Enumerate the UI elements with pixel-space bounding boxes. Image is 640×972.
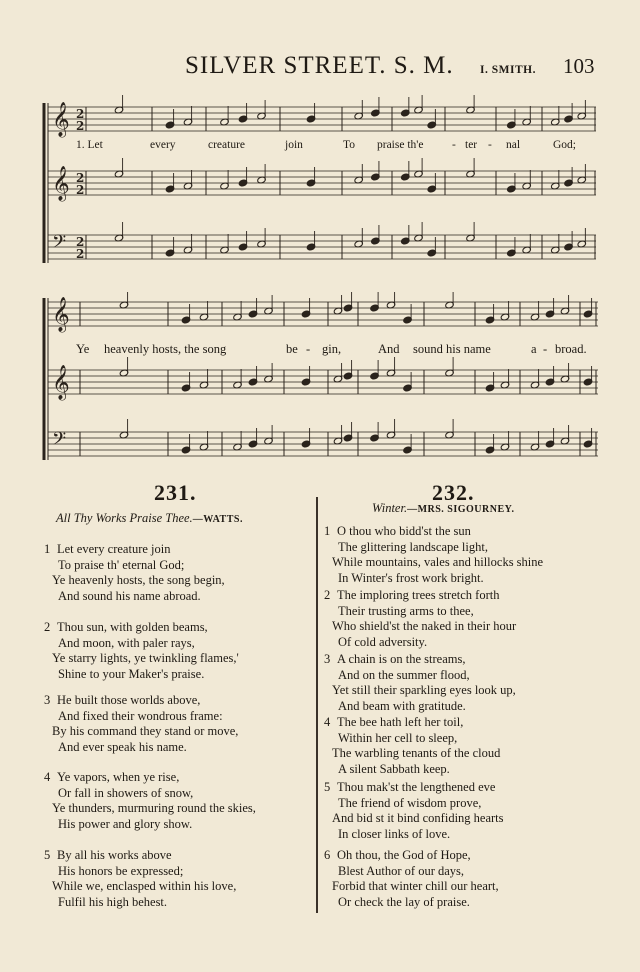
- time-signature: 2: [76, 247, 85, 261]
- tune-title: SILVER STREET. S. M.: [185, 52, 454, 79]
- stanza-line: The imploring trees stretch forth: [337, 588, 500, 602]
- stanza-line: Ye thunders, murmuring round the skies,: [52, 801, 256, 815]
- stanza-line: And fixed their wondrous frame:: [58, 708, 223, 723]
- treble-clef-icon: 𝄞: [52, 166, 70, 201]
- treble-clef-icon: 𝄞: [52, 365, 70, 400]
- score-staves-2: [40, 292, 602, 472]
- lyric-word: ter: [465, 139, 478, 151]
- stanza-line: The warbling tenants of the cloud: [332, 746, 501, 760]
- hymn-231-number: 231.: [154, 480, 197, 505]
- stanza-number: 4: [324, 715, 331, 729]
- bass-clef-icon: 𝄢: [52, 429, 67, 454]
- stanza-line: And bid st it bind confiding hearts: [332, 811, 504, 825]
- hymn-232-title: Winter.: [372, 501, 408, 515]
- lyric-word: 1. Let: [76, 139, 103, 151]
- hymn-232-stanza-4: [324, 715, 500, 777]
- stanza-number: 1: [44, 542, 51, 556]
- hymn-231-stanza-4: [44, 770, 256, 832]
- hymn-232-stanza-1: [324, 524, 543, 586]
- stanza-number: 1: [324, 524, 331, 538]
- page-number: 103: [563, 54, 595, 78]
- lyric-word: a: [531, 342, 537, 356]
- stanza-line: Fulfil his high behest.: [58, 894, 168, 909]
- hymn-231-heading: [56, 511, 243, 526]
- stanza-line: Who shield'st the naked in their hour: [332, 619, 517, 633]
- hymn-232-author: —MRS. SIGOURNEY.: [407, 504, 515, 515]
- stanza-line: While mountains, vales and hillocks shine: [332, 555, 544, 569]
- lyric-word: sound his name: [413, 342, 491, 356]
- stanza-line: In closer links of love.: [338, 826, 451, 841]
- lyric-word: gin,: [322, 342, 342, 356]
- hymn-231-stanza-5: [44, 848, 236, 910]
- hymn-232-heading: [372, 501, 514, 516]
- stanza-number: 5: [324, 780, 331, 794]
- lyric-word: creature: [208, 139, 246, 151]
- stanza-line: By his command they stand or move,: [52, 724, 239, 738]
- treble-clef-icon: 𝄞: [52, 297, 70, 332]
- stanza-line: And beam with gratitude.: [338, 698, 466, 713]
- stanza-line: Oh thou, the God of Hope,: [337, 848, 471, 862]
- lyric-word: God;: [553, 139, 576, 151]
- hymn-231-title: All Thy Works Praise Thee.: [56, 511, 193, 525]
- treble-clef-icon: 𝄞: [52, 102, 70, 137]
- stanza-line: And ever speak his name.: [58, 739, 187, 754]
- stanza-line: Ye starry lights, ye twinkling flames,': [52, 651, 239, 665]
- stanza-number: 4: [44, 770, 51, 784]
- stanza-line: Within her cell to sleep,: [338, 730, 458, 745]
- hymn-232-stanza-2: [324, 588, 516, 650]
- stanza-line: Blest Author of our days,: [338, 863, 465, 878]
- stanza-line: Ye vapors, when ye rise,: [57, 770, 180, 784]
- lyric-word: broad.: [555, 342, 587, 356]
- page-header: [0, 52, 640, 86]
- stanza-line: His honors be expressed;: [58, 863, 184, 878]
- music-system-1: [40, 95, 602, 275]
- lyric-word: heavenly hosts, the song: [104, 342, 227, 356]
- stanza-line: A silent Sabbath keep.: [338, 761, 450, 776]
- stanza-line: And on the summer flood,: [338, 667, 470, 682]
- stanza-line: Thou sun, with golden beams,: [57, 620, 208, 634]
- lyric-word: praise th'e: [377, 139, 424, 151]
- bass-clef-icon: 𝄢: [52, 232, 67, 257]
- hymn-232-number: 232.: [432, 480, 475, 505]
- stanza-line: He built those worlds above,: [57, 693, 201, 707]
- lyric-word: -: [452, 139, 456, 151]
- time-signature: 2: [76, 235, 85, 249]
- music-system-2: [40, 292, 602, 472]
- hymn-231-stanza-2: [44, 620, 239, 682]
- score-staves-1: [40, 95, 602, 275]
- time-signature: 2: [76, 107, 85, 121]
- stanza-line: To praise th' eternal God;: [58, 557, 185, 572]
- hymn-231-stanza-1: [44, 542, 225, 604]
- stanza-line: In Winter's frost work bright.: [338, 570, 484, 585]
- lyric-word: -: [306, 342, 311, 356]
- lyric-word: every: [150, 139, 176, 151]
- stanza-line: Of cold adversity.: [338, 634, 428, 649]
- lyric-word: be: [286, 342, 298, 356]
- stanza-number: 6: [324, 848, 331, 862]
- lyric-line-1: [40, 139, 602, 155]
- lyric-line-2: [40, 342, 602, 358]
- stanza-line: While we, enclasped within his love,: [52, 879, 237, 893]
- stanza-line: The bee hath left her toil,: [337, 715, 464, 729]
- lyric-word: Ye: [76, 342, 90, 356]
- lyric-word: -: [543, 342, 548, 356]
- hymn-231-stanza-3: [44, 693, 238, 755]
- stanza-line: Their trusting arms to thee,: [338, 603, 474, 618]
- stanza-number: 5: [44, 848, 51, 862]
- stanza-line: Or fall in showers of snow,: [58, 785, 194, 800]
- hymn-232-stanza-6: [324, 848, 499, 910]
- lyric-word: -: [488, 139, 492, 151]
- stanza-line: Ye heavenly hosts, the song begin,: [52, 573, 225, 587]
- stanza-number: 2: [44, 620, 51, 634]
- lyric-word: join: [285, 139, 303, 151]
- stanza-line: His power and glory show.: [58, 816, 193, 831]
- lyric-word: And: [378, 342, 400, 356]
- stanza-number: 3: [324, 652, 331, 666]
- stanza-line: Thou mak'st the lengthened eve: [337, 780, 496, 794]
- hymn-231-author: —WATTS.: [192, 514, 243, 525]
- stanza-line: Or check the lay of praise.: [338, 894, 470, 909]
- stanza-line: By all his works above: [57, 848, 172, 862]
- stanza-line: And sound his name abroad.: [58, 588, 201, 603]
- stanza-number: 2: [324, 588, 331, 602]
- stanza-line: Forbid that winter chill our heart,: [332, 879, 499, 893]
- composer-name: I. SMITH.: [480, 64, 536, 76]
- column-divider: [316, 497, 318, 913]
- time-signature: 2: [76, 119, 85, 133]
- stanza-line: The friend of wisdom prove,: [338, 795, 482, 810]
- time-signature: 2: [76, 171, 85, 185]
- stanza-line: O thou who bidd'st the sun: [337, 524, 471, 538]
- lyric-word: To: [343, 139, 355, 151]
- time-signature: 2: [76, 183, 85, 197]
- lyric-word: nal: [506, 139, 521, 151]
- stanza-line: And moon, with paler rays,: [58, 635, 195, 650]
- stanza-line: A chain is on the streams,: [337, 652, 466, 666]
- stanza-line: Shine to your Maker's praise.: [58, 666, 205, 681]
- stanza-number: 3: [44, 693, 51, 707]
- stanza-line: Yet still their sparkling eyes look up,: [332, 683, 516, 697]
- stanza-line: The glittering landscape light,: [338, 539, 488, 554]
- hymn-232-stanza-3: [324, 652, 516, 714]
- stanza-line: Let every creature join: [57, 542, 171, 556]
- hymn-232-stanza-5: [324, 780, 504, 842]
